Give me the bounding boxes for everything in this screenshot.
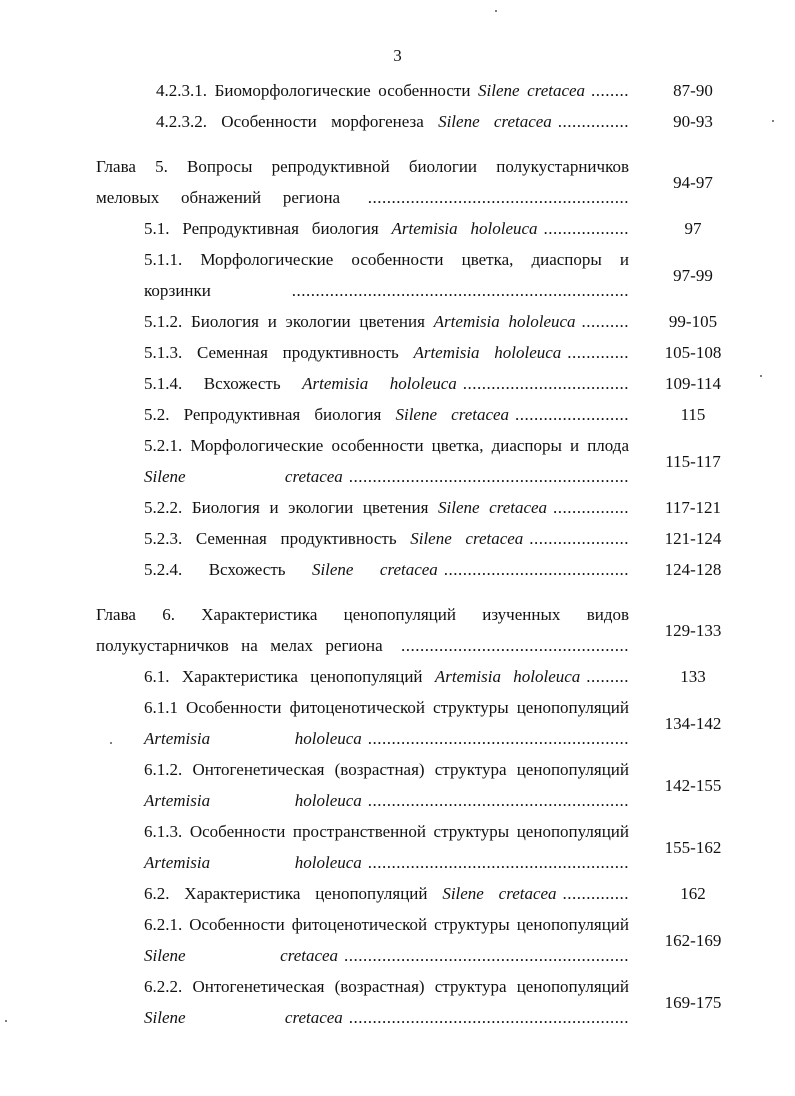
dot-leader: ............... [557,112,629,131]
toc-entry [0,909,795,971]
page-range: 162-169 [664,931,722,950]
species-name: Silene cretacea [144,1008,343,1027]
species-name: Silene cretacea [144,467,343,486]
page-range: 155-162 [664,838,722,857]
toc-entry [0,306,795,337]
dot-leader: ........................ [515,405,629,424]
toc-entry [0,878,795,909]
toc-entry-line [0,337,629,368]
toc-entry-line [0,754,629,785]
dot-leader: ................ [553,498,629,517]
scan-speck [5,1020,7,1022]
dot-leader: .......... [581,312,629,331]
toc-entry-text: 5.1.3. Семенная продуктивность [144,343,414,362]
toc-entry-line [0,461,629,492]
toc-entry-line [0,816,629,847]
dot-leader: ................................................ [401,636,629,655]
toc-entry-text: 5.2. Репродуктивная биология [144,405,396,424]
toc-entry-text: 5.2.2. Биология и экологии цветения [144,498,439,517]
species-name: Artemisia hololeuca [144,791,362,810]
species-name: Artemisia hololeuca [144,853,362,872]
page-range: 105-108 [664,343,722,362]
page-range: 121-124 [664,529,722,548]
toc-entry-line [0,723,629,754]
toc-entry-line [0,523,629,554]
toc-entry [0,430,795,492]
toc-entry-text: 6.2.2. Онтогенетическая (возрастная) структура ценопопуляций [144,977,629,996]
toc-entry-line [0,151,629,182]
species-name: Silene cretacea [144,946,339,965]
species-name: Silene cretacea [410,529,524,548]
toc-entry-line [0,661,629,692]
toc-entry-text: 6.2. Характеристика ценопопуляций [144,884,443,903]
page-range: 115-117 [665,452,721,471]
species-name: Silene cretacea [442,884,557,903]
toc-entry-line [0,785,629,816]
toc-entry-text: 6.1.2. Онтогенетическая (возрастная) структура ценопопуляций [144,760,629,779]
toc-entry-text: 6.2.1. Особенности фитоценотической структуры ценопопуляций [144,915,629,934]
dot-leader: ....................................................... [367,853,629,872]
toc-entry-line [0,599,629,630]
toc-entry-text: 5.1.2. Биология и экологии цветения [144,312,434,331]
toc-entry-line [0,106,629,137]
dot-leader: ............................................................ [344,946,629,965]
toc-entry-line [0,909,629,940]
page-range: 99-105 [668,312,718,331]
toc-entry-line [0,244,629,275]
dot-leader: ......... [586,667,629,686]
page-number: 3 [393,46,402,65]
species-name: Artemisia hololeuca [144,729,362,748]
toc-entry-line [0,971,629,1002]
toc-entry-line [0,306,629,337]
species-name: Artemisia hololeuca [413,343,562,362]
page-range: 124-128 [664,560,722,579]
species-name: Silene cretacea [438,498,548,517]
toc-entry-text: 5.2.3. Семенная продуктивность [144,529,411,548]
toc-entry-text: 5.1.4. Всхожесть [144,374,303,393]
toc-entry-line [0,630,629,661]
toc-entry-line [0,492,629,523]
species-name: Artemisia hololeuca [391,219,538,238]
table-of-contents [0,75,795,1033]
toc-entry-line [0,554,629,585]
species-name: Silene cretacea [438,112,552,131]
toc-entry-line [0,399,629,430]
toc-entry [0,337,795,368]
dot-leader: ........................................................... [348,467,629,486]
toc-entry [0,692,795,754]
toc-entry [0,971,795,1033]
page-range: 115 [680,405,706,424]
toc-entry-line [0,940,629,971]
dot-leader: ....................................................... [367,188,629,207]
toc-entry-line [0,1002,629,1033]
toc-entry-text: Глава 5. Вопросы репродуктивной биологии полукустарничков [96,157,629,176]
page-range: 129-133 [664,621,722,640]
toc-entry [0,661,795,692]
toc-entry [0,754,795,816]
toc-entry-text: Глава 6. Характеристика ценопопуляций изученных видов [96,605,629,624]
toc-entry-line [0,75,629,106]
page-range: 133 [680,667,706,686]
toc-entry [0,75,795,106]
dot-leader: ............. [567,343,629,362]
toc-entry-line [0,878,629,909]
dot-leader: ....................................................... [367,729,629,748]
toc-entry-text: 5.2.1. Морфологические особенности цветка, диаспоры и плода [144,436,629,455]
page-range: 134-142 [664,714,722,733]
dot-leader: ................................... [462,374,629,393]
species-name: Silene cretacea [311,560,438,579]
page-range: 162 [680,884,706,903]
page-range: 94-97 [673,173,713,192]
toc-entry-line [0,692,629,723]
toc-entry [0,244,795,306]
dot-leader: ........................................................... [348,1008,629,1027]
page-range: 97-99 [673,266,713,285]
toc-entry [0,492,795,523]
dot-leader: ..................... [529,529,629,548]
toc-entry [0,816,795,878]
toc-entry-text: 4.2.3.2. Особенности морфогенеза [156,112,439,131]
toc-entry-text: 5.1. Репродуктивная биология [144,219,392,238]
toc-entry-line [0,182,629,213]
page-range: 97 [684,219,702,238]
scan-speck [772,120,774,122]
toc-entry-line [0,430,629,461]
species-name: Silene cretacea [395,405,510,424]
toc-entry-line [0,847,629,878]
page-range: 90-93 [673,112,713,131]
scan-speck [495,10,497,12]
toc-entry-text: 6.1. Характеристика ценопопуляций [144,667,435,686]
toc-entry [0,399,795,430]
toc-entry-text: 4.2.3.1. Биоморфологические особенности [156,81,479,100]
page-range: 142-155 [664,776,722,795]
dot-leader: ........ [591,81,629,100]
toc-entry [0,554,795,585]
scan-speck [110,742,112,744]
toc-entry-line [0,368,629,399]
toc-entry [0,368,795,399]
toc-entry-text: 5.2.4. Всхожесть [144,560,312,579]
dot-leader: ....................................... [443,560,629,579]
toc-entry [0,523,795,554]
toc-entry [0,106,795,137]
species-name: Artemisia hololeuca [434,667,581,686]
toc-entry [0,213,795,244]
toc-entry [0,599,795,661]
species-name: Artemisia hololeuca [433,312,576,331]
species-name: Silene cretacea [478,81,586,100]
toc-entry-text: полукустарничков на мелах региона [96,636,396,655]
toc-entry-text: 5.1.1. Морфологические особенности цветка, диаспоры и [144,250,629,269]
toc-entry-text: корзинки [144,281,286,300]
dot-leader: .................. [543,219,629,238]
scan-speck [760,375,762,377]
dot-leader: .............. [562,884,629,903]
page-range: 87-90 [673,81,713,100]
toc-entry [0,151,795,213]
toc-entry-text: 6.1.3. Особенности пространственной структуры ценопопуляций [144,822,629,841]
toc-entry-text: меловых обнажений региона [96,188,362,207]
toc-entry-line [0,213,629,244]
page-range: 169-175 [664,993,722,1012]
toc-entry-line [0,275,629,306]
page-range: 117-121 [664,498,722,517]
dot-leader: ....................................................... [367,791,629,810]
dot-leader: ....................................................................... [291,281,629,300]
species-name: Artemisia hololeuca [302,374,457,393]
toc-entry-text: 6.1.1 Особенности фитоценотической структуры ценопопуляций [144,698,629,717]
page-range: 109-114 [664,374,722,393]
